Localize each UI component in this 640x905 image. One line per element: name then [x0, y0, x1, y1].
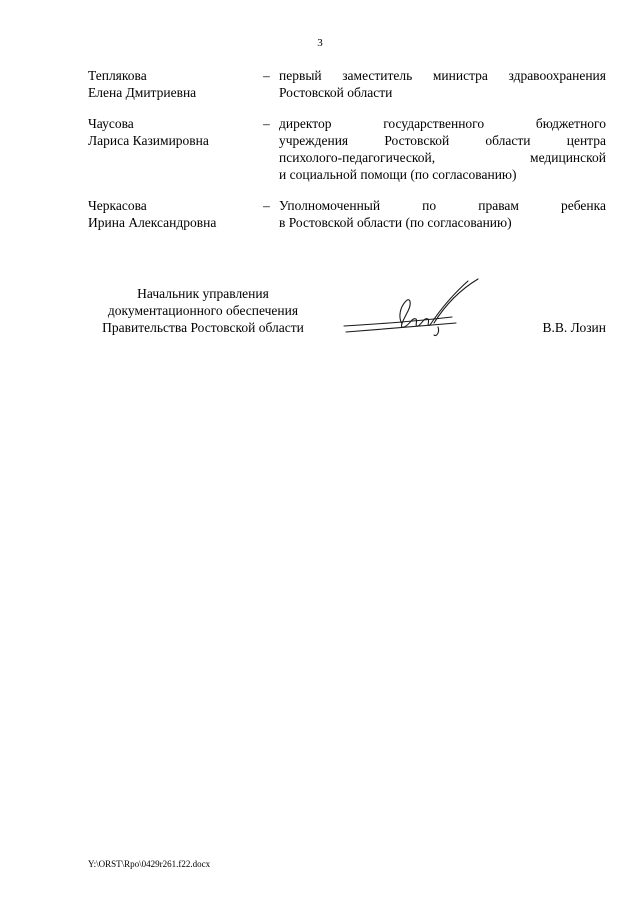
member-given-names: Лариса Казимировна [88, 133, 209, 148]
member-description [279, 67, 606, 101]
member-dash: – [263, 116, 270, 131]
member-row [88, 67, 606, 101]
member-row [88, 115, 606, 183]
description-line: Уполномоченный по правам ребенка [279, 198, 606, 213]
member-given-names: Елена Дмитриевна [88, 85, 197, 100]
member-surname: Теплякова [88, 68, 147, 83]
member-name [88, 67, 263, 101]
description-line: директор государственного бюджетного [279, 116, 606, 131]
members-list [88, 67, 606, 245]
signatory-title [88, 285, 318, 336]
member-given-names: Ирина Александровна [88, 215, 217, 230]
signatory-title-line: документационного обеспечения [107, 303, 299, 318]
member-surname: Чаусова [88, 116, 134, 131]
member-surname: Черкасова [88, 198, 147, 213]
description-line: и социальной помощи (по согласованию) [279, 167, 517, 182]
description-line: в Ростовской области (по согласованию) [279, 215, 512, 230]
description-line: первый заместитель министра здравоохранения [279, 68, 606, 83]
page-number: 3 [317, 37, 323, 49]
description-line: Ростовской области [279, 85, 393, 100]
signature-block [88, 285, 606, 365]
description-line: психолого-педагогической, медицинской [279, 150, 606, 165]
member-name [88, 197, 263, 231]
member-dash: – [263, 198, 270, 213]
signatory-name: В.В. Лозин [542, 320, 606, 335]
handwritten-signature [338, 277, 498, 357]
file-path-footer: Y:\ORST\Rpo\0429r261.f22.docx [88, 859, 211, 869]
member-name [88, 115, 263, 149]
signatory-title-line: Начальник управления [137, 286, 269, 301]
member-description [279, 115, 606, 183]
member-row [88, 197, 606, 231]
signatory-title-line: Правительства Ростовской области [102, 320, 304, 335]
member-dash: – [263, 68, 270, 83]
member-description [279, 197, 606, 231]
description-line: учреждения Ростовской области центра [279, 133, 606, 148]
